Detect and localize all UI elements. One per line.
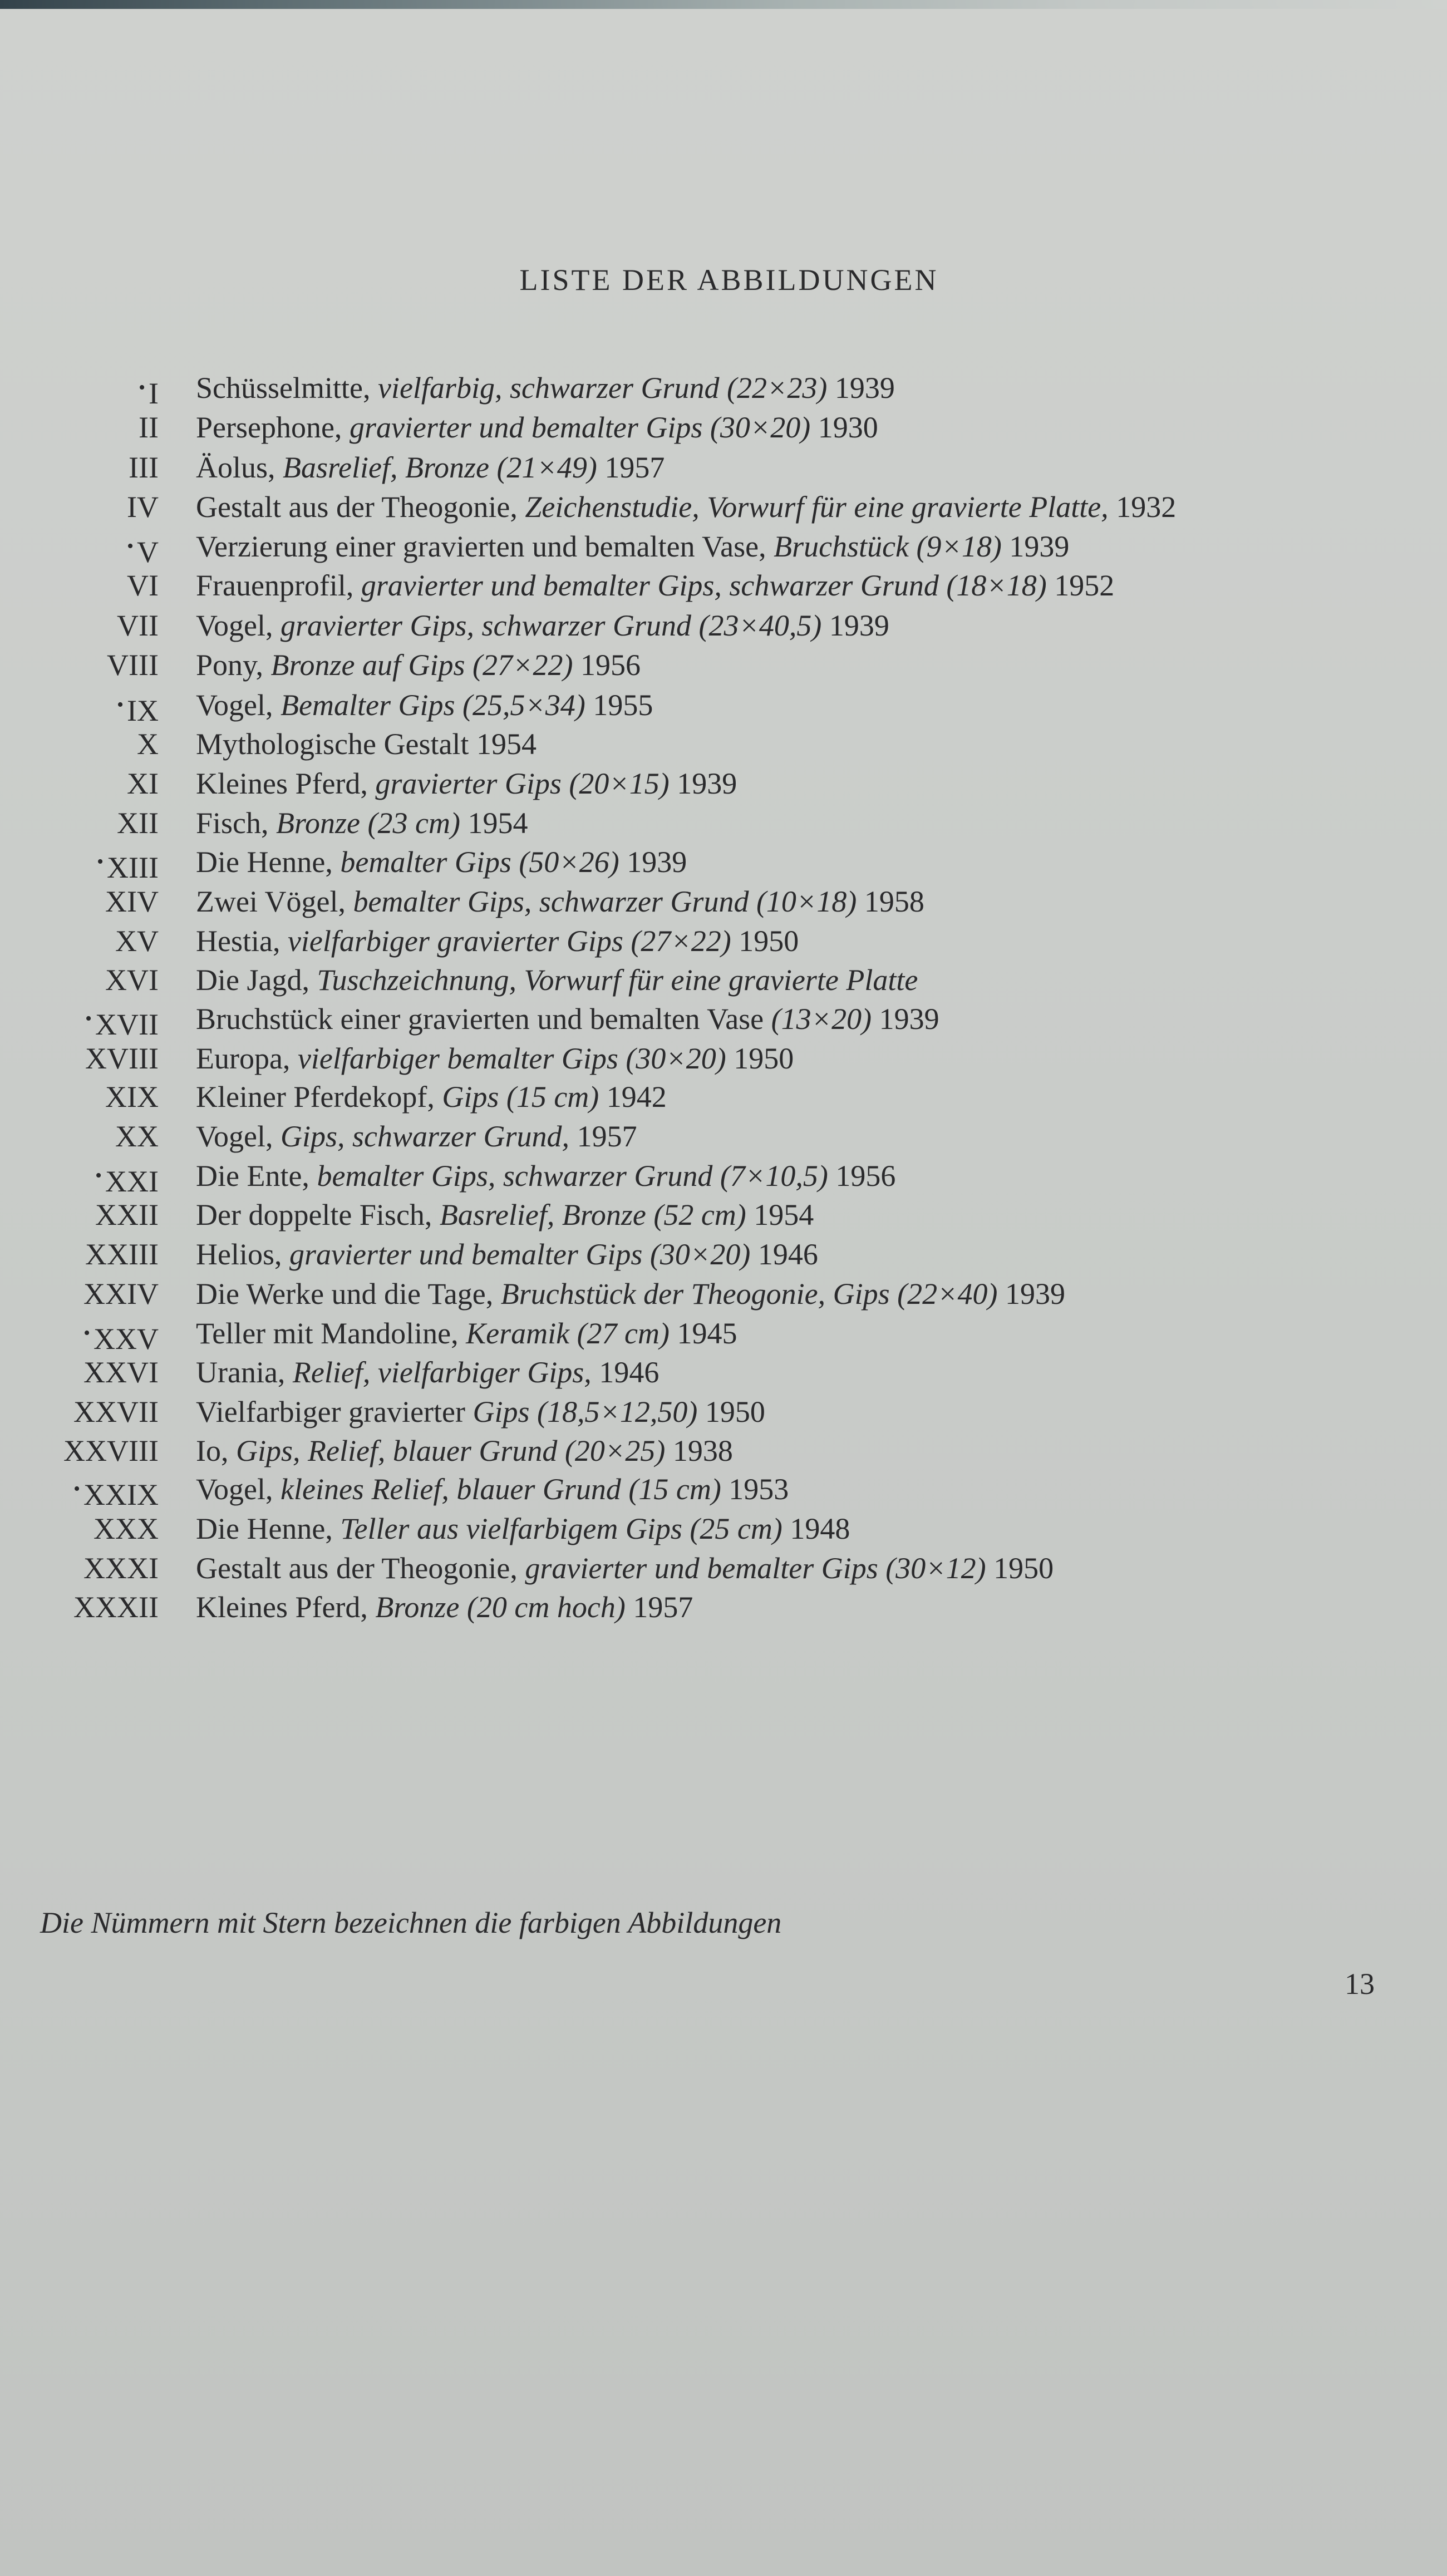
entry-year: 1939 bbox=[834, 371, 895, 405]
entry-description bbox=[196, 1314, 737, 1353]
entry-number-text: XX bbox=[115, 1120, 159, 1154]
list-item bbox=[0, 999, 1447, 1039]
entry-year: 1950 bbox=[993, 1551, 1054, 1585]
entry-number bbox=[117, 804, 159, 843]
entry-year: 1945 bbox=[677, 1316, 737, 1350]
entry-number bbox=[139, 368, 159, 413]
entry-number-text: XVIII bbox=[85, 1041, 159, 1075]
list-item bbox=[0, 1353, 1447, 1392]
entry-number bbox=[127, 527, 159, 572]
list-item bbox=[0, 843, 1447, 885]
entry-number bbox=[85, 1039, 159, 1078]
entry-title: Zwei Vögel, bbox=[196, 884, 346, 918]
page-number: 13 bbox=[1345, 1967, 1375, 2001]
entry-title: Fisch, bbox=[196, 806, 269, 840]
page-title: LISTE DER ABBILDUNGEN bbox=[519, 263, 939, 297]
entry-description bbox=[196, 725, 537, 764]
entry-title: Io, bbox=[196, 1434, 229, 1467]
entry-number bbox=[137, 725, 159, 764]
entry-number bbox=[83, 1549, 159, 1588]
entry-description bbox=[196, 1549, 1054, 1588]
list-item bbox=[0, 725, 1447, 764]
entry-year: 1953 bbox=[729, 1472, 789, 1506]
entry-number bbox=[107, 646, 159, 684]
entry-number-text: II bbox=[139, 410, 159, 444]
entry-year: 1956 bbox=[580, 648, 641, 682]
entry-description bbox=[196, 1235, 818, 1274]
list-item bbox=[0, 961, 1447, 1000]
entry-number bbox=[115, 1117, 159, 1156]
entry-title: Kleines Pferd, bbox=[196, 1590, 368, 1624]
list-item bbox=[0, 1117, 1447, 1156]
entry-number bbox=[97, 843, 159, 887]
entry-medium: bemalter Gips, schwarzer Grund (10×18) bbox=[353, 884, 857, 918]
entry-title: Gestalt aus der Theogonie, bbox=[196, 490, 518, 524]
list-item bbox=[0, 1077, 1447, 1117]
entry-description bbox=[196, 1195, 814, 1234]
entry-description bbox=[196, 527, 1069, 566]
entry-number-text: III bbox=[129, 451, 159, 485]
entry-medium: kleines Relief, blauer Grund (15 cm) bbox=[280, 1472, 721, 1506]
entry-title: Die Werke und die Tage, bbox=[196, 1277, 494, 1311]
entry-description bbox=[196, 1077, 667, 1116]
entry-title: Die Ente, bbox=[196, 1159, 309, 1193]
entry-number-text: XVII bbox=[95, 1008, 159, 1041]
list-item bbox=[0, 764, 1447, 804]
entry-year: 1956 bbox=[835, 1159, 896, 1193]
entry-year: 1939 bbox=[829, 609, 889, 643]
entry-number bbox=[117, 606, 159, 645]
entry-title: Bruchstück einer gravierten und bemalten Vase bbox=[196, 1002, 764, 1036]
entry-year: 1948 bbox=[790, 1511, 850, 1545]
entry-medium: Gips (18,5×12,50) bbox=[473, 1395, 698, 1429]
entry-description bbox=[196, 1156, 895, 1195]
entry-medium: gravierter und bemalter Gips, schwarzer Grund (18×18) bbox=[361, 569, 1047, 603]
list-item bbox=[0, 1274, 1447, 1314]
entry-medium: Basrelief, Bronze (52 cm) bbox=[439, 1198, 746, 1232]
list-item bbox=[0, 1470, 1447, 1512]
entry-title: Vogel, bbox=[196, 1120, 273, 1154]
entry-number-text: XXIII bbox=[85, 1238, 159, 1272]
entry-title: Pony, bbox=[196, 648, 264, 682]
entry-title: Vogel, bbox=[196, 1472, 273, 1506]
entry-number-text: XXIV bbox=[83, 1277, 159, 1311]
entry-description bbox=[196, 646, 641, 684]
entry-year: 1938 bbox=[672, 1434, 733, 1467]
entry-number-text: V bbox=[137, 535, 159, 569]
entry-year: 1957 bbox=[633, 1590, 693, 1624]
entry-year: 1942 bbox=[606, 1080, 667, 1114]
list-item bbox=[0, 1549, 1447, 1588]
star-icon: • bbox=[127, 535, 134, 556]
entry-description bbox=[196, 408, 878, 447]
entry-description bbox=[196, 606, 889, 645]
entry-year: 1939 bbox=[677, 766, 737, 800]
entry-title: Urania, bbox=[196, 1356, 286, 1390]
entry-number-text: XIII bbox=[107, 851, 159, 885]
entry-description bbox=[196, 804, 528, 843]
entry-description bbox=[196, 1392, 765, 1431]
entry-number bbox=[117, 686, 159, 730]
entry-description bbox=[196, 448, 665, 487]
entry-description bbox=[196, 1588, 693, 1627]
entry-title: Mythologische Gestalt bbox=[196, 727, 469, 761]
entry-medium: vielfarbiger bemalter Gips (30×20) bbox=[297, 1041, 726, 1075]
entry-medium: Bruchstück der Theogonie, Gips (22×40) bbox=[500, 1277, 998, 1311]
list-item bbox=[0, 1392, 1447, 1432]
entry-title: Vielfarbiger gravierter bbox=[196, 1395, 465, 1429]
list-item bbox=[0, 1431, 1447, 1471]
list-item bbox=[0, 1509, 1447, 1549]
entry-year: 1946 bbox=[599, 1356, 659, 1390]
entry-description bbox=[196, 1470, 789, 1509]
entry-description bbox=[196, 999, 939, 1038]
entry-year: 1950 bbox=[705, 1395, 765, 1429]
entry-medium: Bruchstück (9×18) bbox=[774, 529, 1002, 563]
entry-number-text: XXX bbox=[93, 1511, 159, 1545]
entry-number-text: VIII bbox=[107, 648, 159, 682]
entry-number-text: XXVI bbox=[83, 1356, 159, 1390]
entry-description bbox=[196, 1353, 659, 1392]
entry-number bbox=[129, 448, 159, 487]
star-icon: • bbox=[117, 694, 124, 715]
entry-year: 1950 bbox=[739, 924, 799, 958]
entry-year: 1932 bbox=[1116, 490, 1177, 524]
star-icon: • bbox=[85, 1008, 92, 1029]
entry-number-text: XXXI bbox=[83, 1551, 159, 1585]
entry-number-text: IX bbox=[127, 693, 159, 727]
entry-medium: Relief, vielfarbiger Gips, bbox=[292, 1356, 592, 1390]
entry-number bbox=[95, 1156, 159, 1201]
entry-title: Die Jagd, bbox=[196, 963, 309, 997]
entry-medium: Teller aus vielfarbigem Gips (25 cm) bbox=[340, 1511, 782, 1545]
entry-description bbox=[196, 566, 1114, 605]
list-item bbox=[0, 448, 1447, 487]
list-item bbox=[0, 606, 1447, 646]
entry-number-text: XXVIII bbox=[63, 1434, 159, 1467]
entry-medium: Bronze auf Gips (27×22) bbox=[270, 648, 573, 682]
list-item bbox=[0, 1235, 1447, 1274]
entry-number bbox=[127, 487, 159, 526]
entry-number-text: XV bbox=[115, 924, 159, 958]
entry-medium: Bemalter Gips (25,5×34) bbox=[280, 688, 585, 722]
list-item bbox=[0, 686, 1447, 725]
entry-medium: Gips (15 cm) bbox=[442, 1080, 599, 1114]
list-item bbox=[0, 527, 1447, 567]
entry-year: 1954 bbox=[476, 727, 537, 761]
entry-medium: bemalter Gips (50×26) bbox=[340, 845, 619, 879]
star-icon: • bbox=[95, 1165, 102, 1186]
entry-year: 1954 bbox=[754, 1198, 814, 1232]
entry-description bbox=[196, 1117, 637, 1156]
list-item bbox=[0, 1039, 1447, 1078]
star-icon: • bbox=[83, 1322, 90, 1343]
list-item bbox=[0, 646, 1447, 685]
list-item bbox=[0, 882, 1447, 922]
entry-number-text: XVI bbox=[105, 963, 159, 997]
entry-number-text: XII bbox=[117, 806, 159, 840]
entry-number-text: IV bbox=[127, 490, 159, 524]
entry-description bbox=[196, 686, 653, 725]
entry-medium: Zeichenstudie, Vorwurf für eine gravierte Platte, bbox=[525, 490, 1109, 524]
entry-medium: gravierter und bemalter Gips (30×20) bbox=[349, 410, 811, 444]
entry-number bbox=[95, 1195, 159, 1234]
entry-number bbox=[83, 1274, 159, 1313]
entry-medium: Tuschzeichnung, Vorwurf für eine gravierte Platte bbox=[317, 963, 918, 997]
list-item bbox=[0, 487, 1447, 527]
entry-title: Kleiner Pferdekopf, bbox=[196, 1080, 435, 1114]
footnote: Die Nümmern mit Stern bezeichnen die farbigen Abbildungen bbox=[40, 1906, 782, 1939]
entry-year: 1946 bbox=[757, 1238, 818, 1272]
entry-title: Äolus, bbox=[196, 451, 275, 485]
list-item bbox=[0, 1314, 1447, 1356]
entry-description bbox=[196, 1509, 850, 1548]
entry-title: Hestia, bbox=[196, 924, 280, 958]
entry-title: Die Henne, bbox=[196, 845, 333, 879]
entry-number-text: XIV bbox=[105, 884, 159, 918]
entry-title: Vogel, bbox=[196, 688, 273, 722]
entry-medium: Keramik (27 cm) bbox=[466, 1316, 670, 1350]
entry-number-text: XXIX bbox=[83, 1478, 159, 1512]
star-icon: • bbox=[139, 377, 146, 398]
entry-description bbox=[196, 882, 924, 921]
star-icon: • bbox=[73, 1479, 81, 1500]
entry-medium: vielfarbig, schwarzer Grund (22×23) bbox=[377, 371, 828, 405]
entry-year: 1957 bbox=[604, 451, 665, 485]
entry-description bbox=[196, 1431, 733, 1470]
entry-number bbox=[127, 764, 159, 803]
entry-year: 1939 bbox=[879, 1002, 939, 1036]
entry-number-text: X bbox=[137, 727, 159, 761]
entry-title: Schüsselmitte, bbox=[196, 371, 371, 405]
list-item bbox=[0, 408, 1447, 447]
entry-medium: Basrelief, Bronze (21×49) bbox=[283, 451, 597, 485]
entry-medium: Bronze (20 cm hoch) bbox=[375, 1590, 626, 1624]
entry-description bbox=[196, 843, 687, 881]
entry-year: 1939 bbox=[1009, 529, 1070, 563]
entry-title: Verzierung einer gravierten und bemalten Vase, bbox=[196, 529, 766, 563]
entry-number-text: XXI bbox=[105, 1164, 159, 1198]
entry-year: 1939 bbox=[1005, 1277, 1065, 1311]
entry-number bbox=[105, 882, 159, 921]
entry-number bbox=[83, 1314, 159, 1358]
entry-medium: gravierter Gips, schwarzer Grund (23×40,5) bbox=[280, 609, 822, 643]
page-top-edge bbox=[0, 0, 1447, 9]
entry-number bbox=[127, 566, 159, 605]
list-item bbox=[0, 1588, 1447, 1627]
entry-title: Vogel, bbox=[196, 609, 273, 643]
entry-description bbox=[196, 764, 737, 803]
entry-description bbox=[196, 961, 918, 999]
entry-year: 1957 bbox=[577, 1120, 637, 1154]
illustration-list bbox=[0, 368, 1447, 1627]
entry-medium: Gips, Relief, blauer Grund (20×25) bbox=[235, 1434, 666, 1467]
entry-number bbox=[73, 1470, 159, 1514]
list-item bbox=[0, 1156, 1447, 1196]
entry-number-text: I bbox=[149, 377, 159, 410]
entry-description bbox=[196, 922, 799, 961]
entry-medium: Bronze (23 cm) bbox=[276, 806, 460, 840]
entry-year: 1930 bbox=[818, 410, 878, 444]
entry-medium: Gips, schwarzer Grund, bbox=[280, 1120, 570, 1154]
entry-number bbox=[85, 1235, 159, 1274]
entry-medium: gravierter Gips (20×15) bbox=[375, 766, 670, 800]
entry-number bbox=[63, 1431, 159, 1470]
entry-description bbox=[196, 1039, 794, 1078]
entry-title: Der doppelte Fisch, bbox=[196, 1198, 432, 1232]
entry-number-text: VII bbox=[117, 609, 159, 643]
entry-number-text: XIX bbox=[105, 1080, 159, 1114]
entry-title: Europa, bbox=[196, 1041, 291, 1075]
star-icon: • bbox=[97, 851, 104, 873]
entry-title: Persephone, bbox=[196, 410, 342, 444]
entry-number bbox=[115, 922, 159, 961]
entry-number-text: XXVII bbox=[73, 1395, 159, 1429]
entry-year: 1952 bbox=[1054, 569, 1115, 603]
entry-title: Frauenprofil, bbox=[196, 569, 354, 603]
entry-number-text: XI bbox=[127, 766, 159, 800]
entry-number bbox=[83, 1353, 159, 1392]
entry-number bbox=[105, 961, 159, 999]
entry-number bbox=[105, 1077, 159, 1116]
entry-year: 1954 bbox=[467, 806, 528, 840]
list-item bbox=[0, 804, 1447, 843]
entry-title: Helios, bbox=[196, 1238, 282, 1272]
entry-number-text: XXXII bbox=[73, 1590, 159, 1624]
entry-number bbox=[139, 408, 159, 447]
list-item bbox=[0, 566, 1447, 605]
entry-year: 1950 bbox=[734, 1041, 794, 1075]
entry-medium: gravierter und bemalter Gips (30×20) bbox=[289, 1238, 751, 1272]
entry-description bbox=[196, 1274, 1065, 1313]
entry-number bbox=[73, 1588, 159, 1627]
entry-description bbox=[196, 487, 1176, 526]
entry-title: Die Henne, bbox=[196, 1511, 333, 1545]
entry-number bbox=[85, 999, 159, 1044]
list-item bbox=[0, 1195, 1447, 1235]
entry-medium: gravierter und bemalter Gips (30×12) bbox=[525, 1551, 986, 1585]
entry-title: Teller mit Mandoline, bbox=[196, 1316, 459, 1350]
entry-title: Kleines Pferd, bbox=[196, 766, 368, 800]
entry-year: 1955 bbox=[593, 688, 653, 722]
list-item bbox=[0, 368, 1447, 408]
entry-description bbox=[196, 368, 895, 407]
list-item bbox=[0, 922, 1447, 961]
entry-number-text: XXII bbox=[95, 1198, 159, 1232]
entry-title: Gestalt aus der Theogonie, bbox=[196, 1551, 518, 1585]
entry-medium: vielfarbiger gravierter Gips (27×22) bbox=[287, 924, 731, 958]
entry-year: 1939 bbox=[627, 845, 687, 879]
entry-medium: bemalter Gips, schwarzer Grund (7×10,5) bbox=[317, 1159, 828, 1193]
entry-number bbox=[73, 1392, 159, 1431]
entry-number-text: VI bbox=[127, 569, 159, 603]
entry-medium: (13×20) bbox=[771, 1002, 872, 1036]
entry-number-text: XXV bbox=[93, 1322, 159, 1356]
entry-number bbox=[93, 1509, 159, 1548]
entry-year: 1958 bbox=[864, 884, 924, 918]
